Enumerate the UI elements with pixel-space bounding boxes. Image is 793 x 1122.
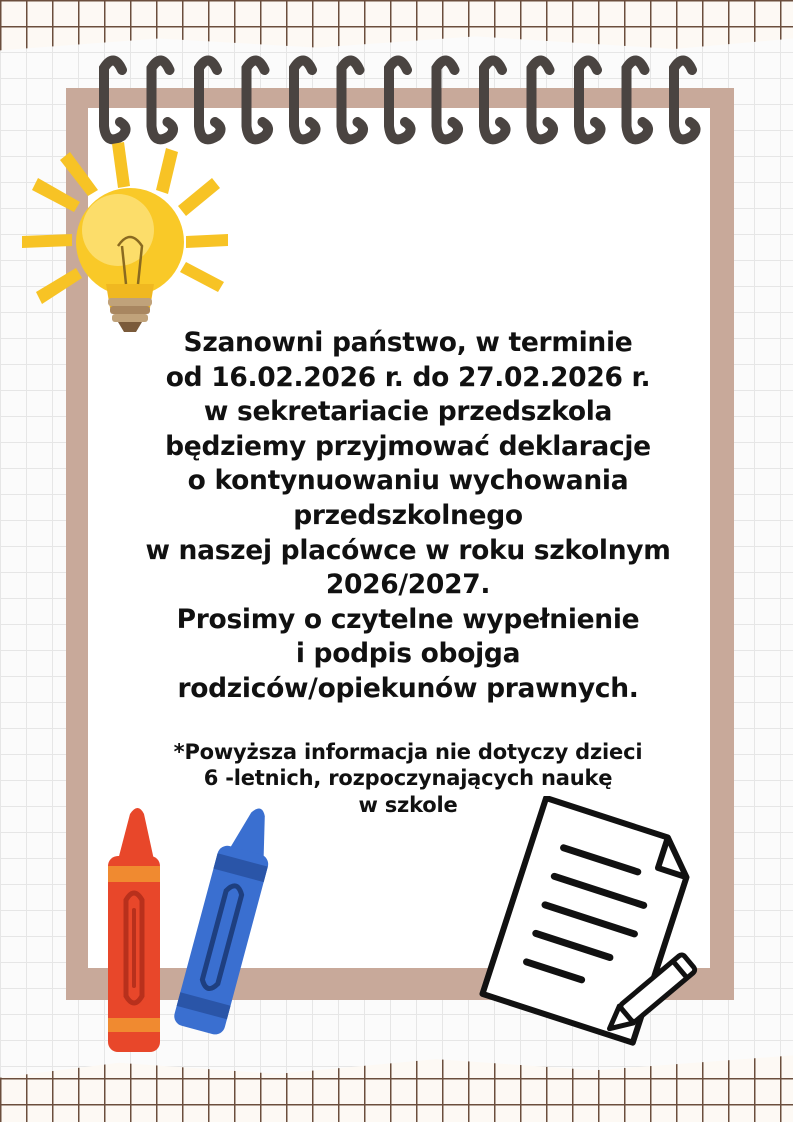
spiral-ring (152, 60, 174, 139)
footnote-line: 6 -letnich, rozpoczynających naukę (203, 766, 613, 791)
spiral-ring (674, 60, 696, 139)
announcement-main (108, 326, 708, 707)
spiral-ring (247, 60, 269, 139)
spiral-ring (104, 60, 126, 139)
announcement-line: przedszkolnego (293, 499, 523, 531)
announcement (108, 326, 708, 818)
spiral-ring (437, 60, 459, 139)
announcement-line: w sekretariacie przedszkola (203, 396, 613, 428)
spiral-ring (532, 60, 554, 139)
red-crayon-icon (108, 808, 160, 1052)
announcement-line: o kontynuowaniu wychowania (187, 465, 629, 497)
crayons (96, 800, 286, 1062)
spiral-ring (579, 60, 601, 139)
announcement-line: Prosimy o czytelne wypełnienie (176, 603, 640, 635)
spiral-ring (389, 60, 411, 139)
footnote-line: w szkole (358, 792, 458, 817)
announcement-line-dates: od 16.02.2026 r. do 27.02.2026 r. (165, 361, 651, 393)
spiral-ring (199, 60, 221, 139)
spiral-ring (484, 60, 506, 139)
spiral-ring (294, 60, 316, 139)
announcement-line: i podpis obojga (295, 638, 521, 670)
document-with-pencil-icon (470, 796, 700, 1046)
announcement-line: będziemy przyjmować deklaracje (165, 430, 651, 462)
announcement-line-school-year: 2026/2027. (325, 569, 491, 601)
announcement-line: w naszej placówce w roku szkolnym (145, 534, 671, 566)
blue-crayon-icon (172, 801, 282, 1037)
announcement-line: rodziców/opiekunów prawnych. (177, 672, 639, 704)
footnote-line: *Powyższa informacja nie dotyczy dzieci (173, 739, 643, 764)
light-bulb-icon (18, 138, 238, 338)
spiral-ring (627, 60, 649, 139)
announcement-line: Szanowni państwo, w terminie (183, 327, 633, 358)
spiral-ring (342, 60, 364, 139)
